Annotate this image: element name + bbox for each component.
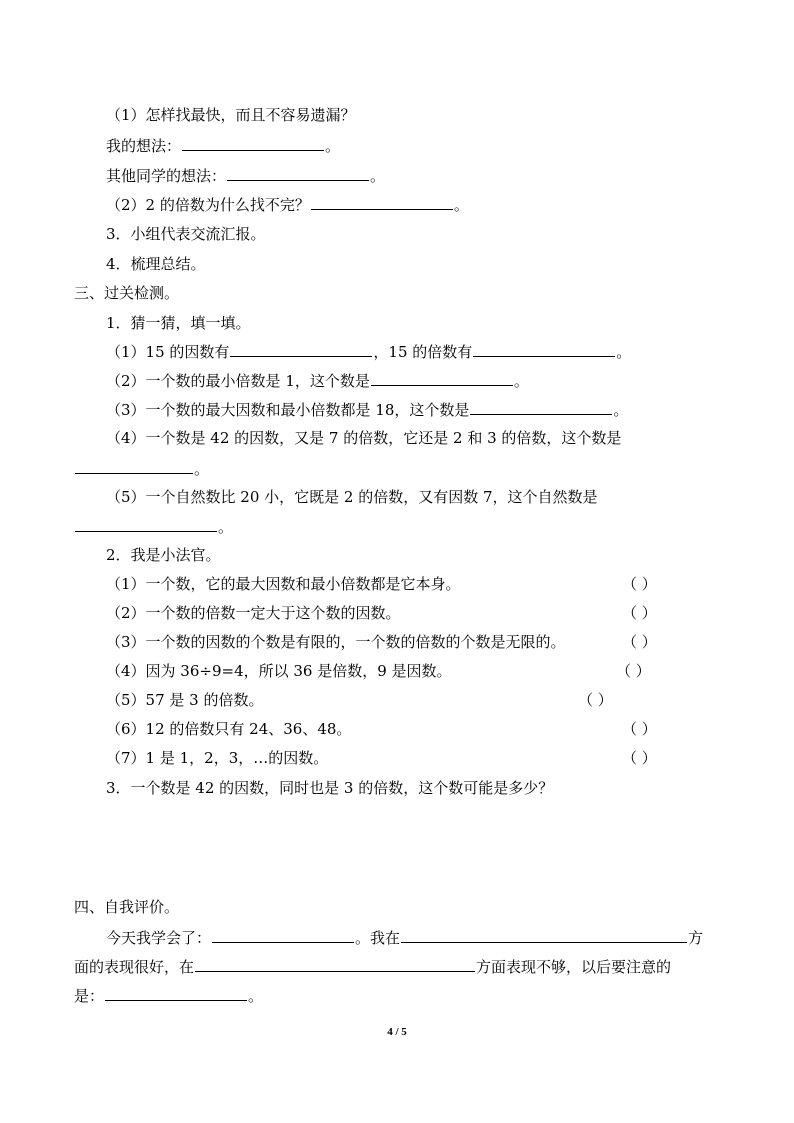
judge-paren[interactable]: （ ） xyxy=(578,691,613,709)
judge-paren[interactable]: （ ） xyxy=(622,575,657,593)
self-eval-line-3: 是： 。 xyxy=(74,987,264,1005)
sub-heading-2: 2．我是小法官。 xyxy=(106,546,221,564)
my-idea-line: 我的想法： 。 xyxy=(106,137,341,155)
sub-heading-3: 3．一个数是 42 的因数，同时也是 3 的倍数，这个数可能是多少？ xyxy=(106,779,554,797)
judge-item: （3）一个数的因数的个数是有限的，一个数的倍数的个数是无限的。 xyxy=(106,633,566,651)
judge-paren[interactable]: （ ） xyxy=(622,720,657,738)
answer-blank[interactable] xyxy=(227,165,369,181)
fill-q4: （4）一个数是 42 的因数，又是 7 的倍数，它还是 2 和 3 的倍数，这个数是 xyxy=(106,429,622,447)
answer-blank[interactable] xyxy=(470,399,612,415)
fill-q5-answer: 。 xyxy=(74,516,233,536)
fill-q2: （2）一个数的最小倍数是 1，这个数是 。 xyxy=(106,372,529,390)
fill-q5: （5）一个自然数比 20 小，它既是 2 的倍数，又有因数 7，这个自然数是 xyxy=(106,488,598,506)
judge-item: （6）12 的倍数只有 24、36、48。 xyxy=(106,720,352,738)
self-eval-line-1: 今天我学会了： 。我在 方 xyxy=(106,929,704,947)
page-number: 4 / 5 xyxy=(387,1026,407,1038)
fill-q1: （1）15 的因数有 ，15 的倍数有 。 xyxy=(106,343,632,361)
answer-blank[interactable] xyxy=(212,927,354,943)
answer-blank[interactable] xyxy=(75,516,217,532)
fill-q4-answer: 。 xyxy=(74,458,209,478)
answer-blank[interactable] xyxy=(401,927,687,943)
item-4: 4．梳理总结。 xyxy=(106,255,206,273)
answer-blank[interactable] xyxy=(473,341,615,357)
question-1: （1）怎样找最快，而且不容易遗漏？ xyxy=(106,106,356,124)
answer-blank[interactable] xyxy=(105,985,247,1001)
judge-item: （1）一个数，它的最大因数和最小倍数都是它本身。 xyxy=(106,575,461,593)
section-heading-4: 四、自我评价。 xyxy=(74,898,180,916)
judge-paren[interactable]: （ ） xyxy=(622,633,657,651)
judge-item: （5）57 是 3 的倍数。 xyxy=(106,691,264,709)
answer-blank[interactable] xyxy=(311,194,453,210)
answer-blank[interactable] xyxy=(230,341,372,357)
judge-paren[interactable]: （ ） xyxy=(622,604,657,622)
answer-blank[interactable] xyxy=(75,458,193,474)
answer-blank[interactable] xyxy=(182,135,324,151)
judge-item: （4）因为 36÷9=4，所以 36 是倍数，9 是因数。 xyxy=(106,662,452,680)
judge-item: （7）1 是 1，2，3，…的因数。 xyxy=(106,749,329,767)
answer-blank[interactable] xyxy=(371,370,513,386)
question-2-line: （2）2 的倍数为什么找不完？ 。 xyxy=(106,196,469,214)
judge-paren[interactable]: （ ） xyxy=(616,662,651,680)
section-heading-3: 三、过关检测。 xyxy=(74,284,180,302)
others-idea-line: 其他同学的想法： 。 xyxy=(106,167,386,185)
answer-blank[interactable] xyxy=(195,956,475,972)
judge-item: （2）一个数的倍数一定大于这个数的因数。 xyxy=(106,604,401,622)
self-eval-line-2: 面的表现很好，在 方面表现不够，以后要注意的 xyxy=(74,958,672,976)
item-3: 3．小组代表交流汇报。 xyxy=(106,225,266,243)
fill-q3: （3）一个数的最大因数和最小倍数都是 18，这个数是 。 xyxy=(106,401,629,419)
sub-heading-1: 1．猜一猜，填一填。 xyxy=(106,314,251,332)
judge-paren[interactable]: （ ） xyxy=(622,749,657,767)
